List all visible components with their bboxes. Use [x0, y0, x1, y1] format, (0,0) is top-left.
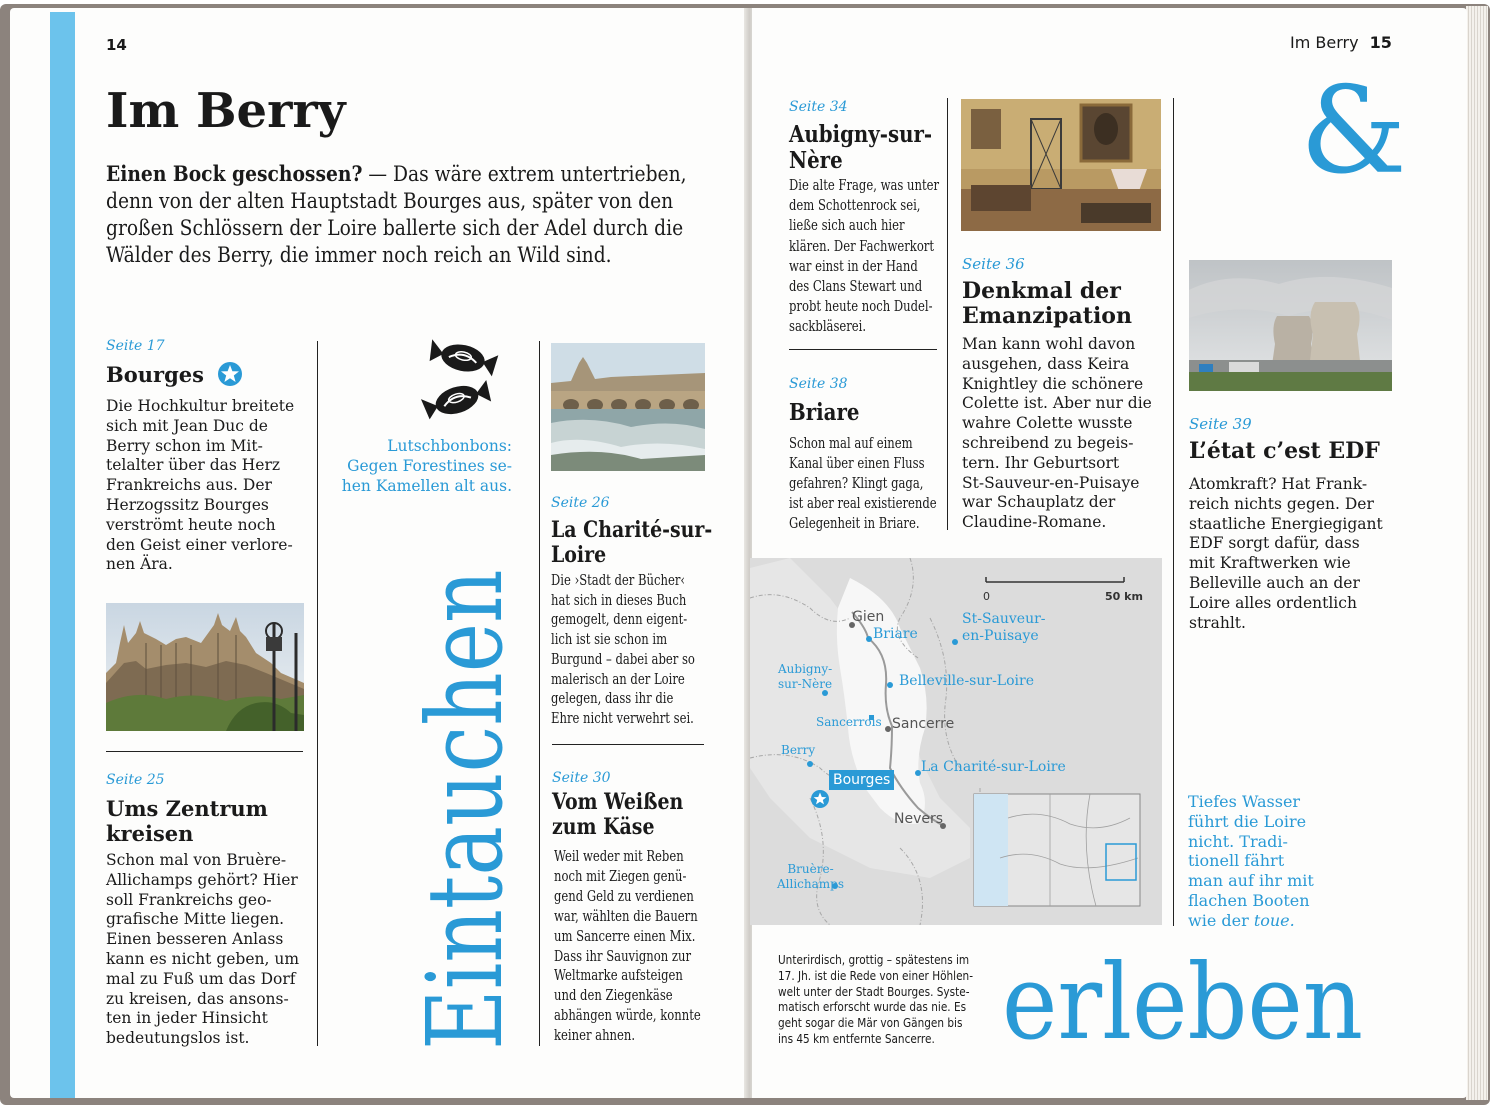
text-line: war einst in der Hand — [789, 258, 918, 275]
caption-line: nicht. Tradi- — [1188, 831, 1288, 851]
running-head-title: Im Berry — [1290, 33, 1359, 52]
caption-line: Unterirdisch, grottig – spätestens im — [778, 952, 970, 967]
text-line: um Sancerre einen Mix. — [554, 928, 696, 945]
caption-line: flachen Booten — [1188, 890, 1310, 910]
heading-line: Denkmal der — [962, 278, 1121, 304]
map-label-nevers: Nevers — [894, 811, 944, 827]
caption-line — [1188, 911, 1368, 931]
map-label-bourges[interactable]: Bourges — [829, 770, 894, 790]
candy-caption — [330, 436, 512, 496]
edf-powerplant-photo — [1189, 260, 1392, 391]
text-line: sackbläserei. — [789, 319, 867, 336]
column-rule-2 — [539, 341, 540, 1046]
heading-line: Emanzipation — [962, 303, 1132, 329]
text-line: zu kreisen, das ansons- — [106, 989, 289, 1008]
text-line: ließe sich auch hier — [789, 218, 905, 235]
text-line: Colette ist. Aber nur die — [962, 394, 1152, 413]
text-line: Schon mal auf einem — [789, 436, 913, 452]
denkmal-page-ref: Seite 36 — [962, 255, 1025, 273]
text-line: Weltmarke aufsteigen — [554, 968, 683, 985]
edf-heading — [1189, 439, 1380, 464]
text-line: grafische Mitte liegen. — [106, 910, 285, 929]
heading-line: Vom Weißen — [552, 789, 684, 815]
zentrum-heading — [106, 796, 268, 846]
bourges-title: Bourges — [106, 362, 204, 387]
text-line: gend Geld zu verdienen — [554, 888, 694, 905]
running-head — [1290, 33, 1392, 52]
column-rule-4 — [1173, 98, 1174, 926]
page-title: Im Berry — [106, 83, 346, 139]
map-label-line: Allichamps — [777, 877, 845, 891]
big-word-erleben: erleben — [1002, 941, 1364, 1063]
colette-interior-photo — [961, 99, 1161, 231]
intro-dash: — — [368, 162, 388, 186]
text-line: Die alte Frage, was unter — [789, 178, 940, 194]
map-label-briare: Briare — [873, 626, 918, 642]
text-line: gemogelt, denn eigent- — [551, 612, 688, 629]
briare-page-ref: Seite 38 — [789, 376, 848, 392]
page-stack-edge — [1466, 6, 1488, 1100]
caption-line: hen Kamellen alt aus. — [341, 477, 512, 495]
column-rule-1 — [317, 341, 318, 1046]
caption-line: Gegen Forestines se- — [347, 457, 512, 475]
candy-icon — [415, 338, 515, 426]
caption-line: geht sogar die Mär von Gängen bis — [778, 1015, 963, 1031]
edf-page-ref: Seite 39 — [1189, 415, 1252, 433]
text-line: gefahren? Klingt gaga, — [789, 476, 924, 492]
charite-heading — [551, 518, 712, 568]
text-line: Gelegenheit in Briare. — [789, 516, 920, 532]
caption-line: Lutschbonbons: — [387, 437, 512, 455]
scale-end-label: 50 km — [1105, 590, 1143, 603]
text-line: Dass ihr Sauvignon zur — [554, 948, 691, 965]
text-line: EDF sorgt dafür, dass — [1189, 534, 1360, 553]
text-line: Ehre nicht verwehrt sei. — [551, 710, 694, 727]
map-label-sancerrois: Sancerrois — [816, 715, 882, 729]
text-line: Berry schon im Mit- — [106, 436, 263, 455]
text-line: sich mit Jean Duc de — [106, 416, 268, 435]
heading-line: Nère — [789, 147, 843, 174]
bourges-heading — [106, 361, 243, 392]
caption-line: 17. Jh. ist die Rede von einer Höhlen- — [778, 967, 974, 983]
text-line: keiner ahnen. — [554, 1028, 636, 1045]
text-line: Schon mal von Bruère- — [106, 851, 287, 869]
vertical-word-eintauchen — [404, 530, 526, 1050]
vertical-word-text: Eintauchen — [404, 569, 526, 1050]
text-line: des Clans Stewart und — [789, 279, 923, 296]
heading-line: Loire — [551, 542, 607, 568]
text-line: dem Schottenrock sei, — [789, 198, 921, 215]
text-line: Kanal über einen Fluss — [789, 456, 925, 472]
caption-line: welt unter der Stadt Bourges. Syste- — [778, 983, 970, 999]
text-line: klären. Der Fachwerkort — [789, 238, 935, 255]
ampersand-glyph: & — [1300, 62, 1407, 201]
text-line: war, wählten die Bauern — [554, 908, 698, 925]
map-label-bruere — [777, 862, 844, 892]
aubigny-page-ref: Seite 34 — [789, 99, 848, 115]
bourges-page-ref: Seite 17 — [106, 338, 165, 354]
star-icon — [217, 361, 243, 392]
text-line: Atomkraft? Hat Frank- — [1189, 475, 1368, 493]
edf-title: L’état c’est EDF — [1189, 438, 1380, 464]
caption-line: führt die Loire — [1188, 811, 1307, 831]
text-line: Man kann wohl davon — [962, 335, 1136, 353]
text-line: telalter über das Herz — [106, 456, 281, 475]
bourges-cathedral-photo — [106, 603, 304, 731]
intro-line-1: Das wäre extrem untertrieben, — [393, 162, 687, 186]
map-caption — [778, 952, 998, 1047]
charite-bridge-photo — [551, 343, 705, 471]
map-label-belleville: Belleville-sur-Loire — [899, 673, 1034, 689]
text-line: probt heute noch Dudel- — [789, 299, 933, 316]
text-line: lich ist sie schon im — [551, 632, 668, 649]
kaese-heading — [552, 790, 683, 840]
text-line: bedeutungslos ist. — [106, 1029, 250, 1048]
region-map — [750, 558, 1162, 925]
bourges-text — [106, 397, 306, 575]
text-line: abhängen würde, konnte — [554, 1008, 701, 1025]
map-label-aubigny — [778, 662, 832, 692]
heading-line: zum Käse — [552, 814, 655, 840]
text-line: mit Kraftwerken wie — [1189, 554, 1351, 573]
heading-line: Ums Zentrum — [106, 796, 268, 821]
text-line: mal zu Fuß um das Dorf — [106, 969, 296, 988]
denkmal-text — [962, 335, 1162, 533]
map-label-gien: Gien — [852, 609, 885, 625]
text-line: staatliche Energiegigant — [1189, 514, 1383, 533]
text-line: Die ›Stadt der Bücher‹ — [551, 573, 686, 589]
divider-aubigny — [789, 349, 937, 350]
text-line: Einen besseren Anlass — [106, 930, 284, 949]
divider-bourges — [106, 751, 303, 752]
denkmal-heading — [962, 279, 1132, 329]
text-line: noch mit Ziegen genü- — [554, 868, 687, 885]
aubigny-heading — [789, 122, 932, 174]
boat-caption — [1188, 792, 1368, 931]
kaese-page-ref: Seite 30 — [552, 770, 611, 786]
aubigny-text — [789, 176, 941, 338]
intro-line-4: Wälder des Berry, die immer noch reich an Wild sind. — [106, 243, 612, 267]
text-line: hat sich in dieses Buch — [551, 592, 687, 609]
caption-line: Tiefes Wasser — [1188, 792, 1301, 811]
page-number-left: 14 — [106, 36, 127, 54]
text-line: tern. Ihr Geburtsort — [962, 453, 1120, 472]
page-number-right: 15 — [1369, 33, 1392, 52]
heading-line: kreisen — [106, 821, 194, 846]
text-line: soll Frankreichs geo- — [106, 890, 272, 909]
column-rule-3 — [947, 98, 948, 530]
intro-line-3: großen Schlössern der Loire ballerte sich der Adel durch die — [106, 216, 684, 240]
map-label-berry: Berry — [781, 743, 816, 757]
edf-text — [1189, 475, 1389, 633]
map-label-line: Aubigny- — [778, 662, 833, 676]
zentrum-page-ref: Seite 25 — [106, 772, 165, 788]
text-line: Weil weder mit Reben — [554, 849, 684, 865]
text-line: ist aber real existierende — [789, 496, 937, 512]
text-line: strahlt. — [1189, 613, 1246, 632]
left-accent-strip — [50, 12, 75, 1098]
text-line: ausgehen, dass Keira — [962, 354, 1130, 373]
map-label-line: Bruère- — [787, 862, 834, 876]
text-line: gelegen, dass ihr die — [551, 691, 674, 708]
map-label-charite: La Charité-sur-Loire — [921, 759, 1066, 775]
text-line: kann es nicht geben, um — [106, 949, 300, 968]
text-line: Claudine-Romane. — [962, 513, 1107, 532]
heading-line: Aubigny-sur- — [789, 121, 933, 148]
caption-italic-word: toue. — [1253, 910, 1295, 930]
divider-charite — [552, 744, 704, 745]
text-line: verströmt heute noch — [106, 515, 276, 534]
briare-text — [789, 434, 943, 534]
heading-line: La Charité-sur- — [551, 517, 713, 543]
map-label-line: en-Puisaye — [962, 628, 1039, 644]
text-line: war Schauplatz der — [962, 493, 1116, 512]
caption-line: matisch erforscht wurde das nie. Es — [778, 999, 967, 1015]
caption-line: man auf ihr mit — [1188, 871, 1314, 891]
charite-page-ref: Seite 26 — [551, 495, 610, 511]
text-line: Frankreichs aus. Der — [106, 476, 272, 495]
map-label-line: sur-Nère — [778, 677, 833, 691]
text-line: malerisch an der Loire — [551, 671, 685, 688]
text-line: wahre Colette wusste — [962, 414, 1133, 433]
kaese-text — [554, 848, 714, 1047]
text-line: reich nichts gegen. Der — [1189, 494, 1374, 513]
intro-paragraph — [106, 160, 726, 269]
charite-text — [551, 572, 711, 730]
text-line: Allichamps gehört? Hier — [106, 870, 298, 889]
text-line: schreibend zu begeis- — [962, 433, 1134, 452]
text-line: St-Sauveur-en-Puisaye — [962, 473, 1140, 492]
caption-line-prefix: wie der — [1188, 910, 1254, 930]
text-line: Knightley die schönere — [962, 374, 1144, 393]
text-line: den Geist einer verlore- — [106, 535, 293, 554]
intro-lead: Einen Bock geschossen? — [106, 161, 363, 186]
text-line: Burgund – dabei aber so — [551, 651, 695, 668]
text-line: Die Hochkultur breitete — [106, 397, 295, 415]
text-line: Loire alles ordentlich — [1189, 593, 1357, 612]
text-line: nen Ära. — [106, 555, 173, 574]
text-line: Herzogssitz Bourges — [106, 495, 269, 514]
caption-line: ins 45 km entfernte Sancerre. — [778, 1030, 935, 1046]
map-label-sancerre: Sancerre — [892, 716, 955, 732]
caption-line: tionell fährt — [1188, 851, 1285, 871]
text-line: und den Ziegenkäse — [554, 988, 673, 1005]
zentrum-text — [106, 851, 311, 1049]
intro-line-2: denn von der alten Hauptstadt Bourges aus, später von den — [106, 189, 674, 213]
text-line: Belleville auch an der — [1189, 573, 1360, 592]
text-line: ten in jeder Hinsicht — [106, 1009, 268, 1028]
map-label-st-sauveur — [962, 611, 1046, 645]
briare-heading — [789, 400, 859, 426]
briare-title: Briare — [789, 399, 860, 426]
map-label-line: St-Sauveur- — [962, 611, 1046, 627]
scale-zero-label: 0 — [983, 590, 990, 603]
